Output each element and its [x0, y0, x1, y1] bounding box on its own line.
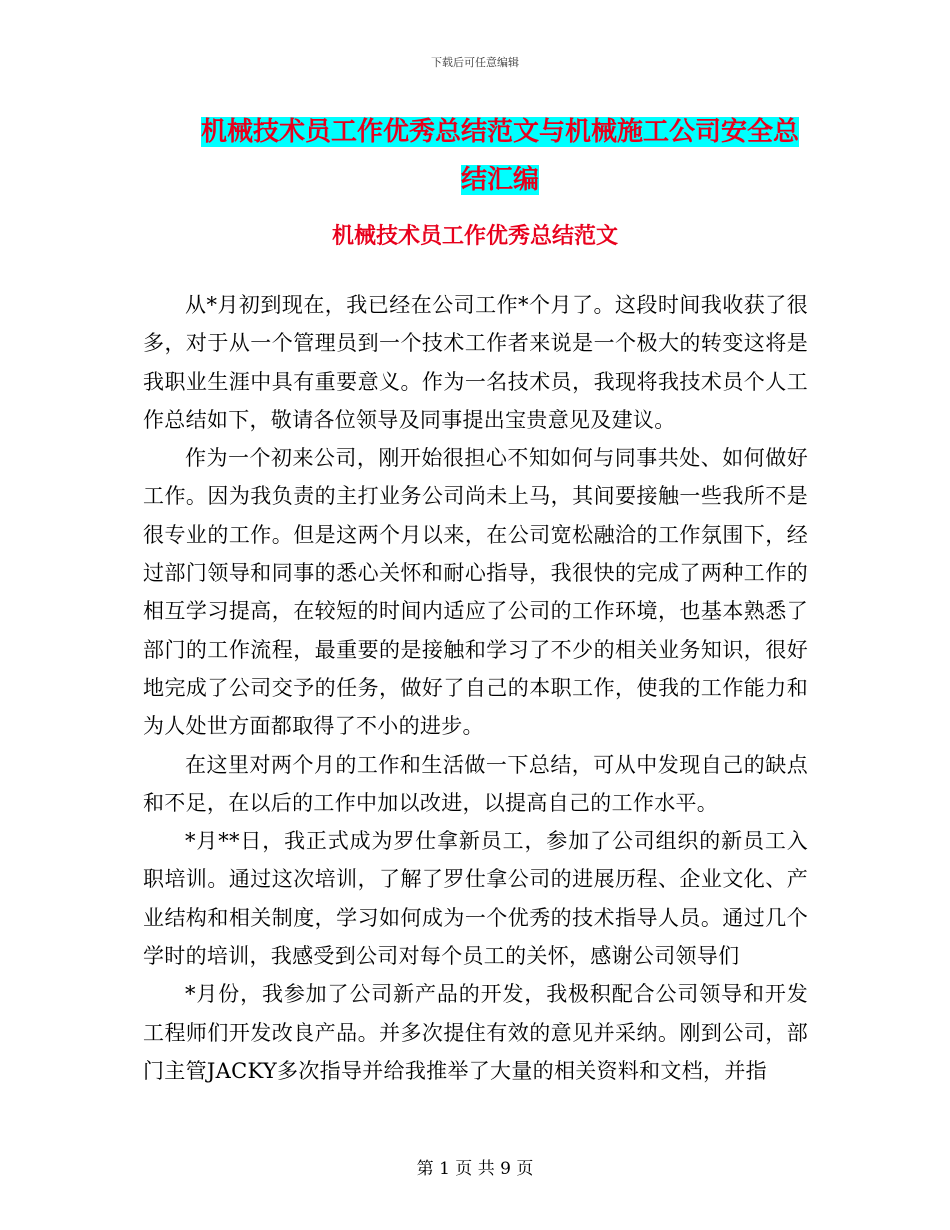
document-title: [190, 108, 810, 204]
page-header-note: 下载后可任意编辑: [431, 56, 519, 69]
section-title: 机械技术员工作优秀总结范文: [331, 224, 618, 249]
paragraph-1: 从*月初到现在，我已经在公司工作*个月了。这段时间我收获了很多，对于从一个管理员到一个技术工作者来说是一个极大的转变这将是我职业生涯中具有重要意义。作为一名技术员，我现将我技术员个人工作总结如下，敬请各位领导及同事提出宝贵意见及建议。: [143, 293, 808, 432]
paragraph-3: 在这里对两个月的工作和生活做一下总结，可从中发现自己的缺点和不足，在以后的工作中加以改进，以提高自己的工作水平。: [143, 752, 808, 815]
document-title-text: 机械技术员工作优秀总结范文与机械施工公司安全总结汇编: [200, 117, 799, 195]
document-body: [143, 286, 808, 1090]
paragraph-2: 作为一个初来公司，刚开始很担心不知如何与同事共处、如何做好工作。因为我负责的主打业务公司尚未上马，其间要接触一些我所不是很专业的工作。但是这两个月以来，在公司宽松融洽的工作氛围下，经过部门领导和同事的悉心关怀和耐心指导，我很快的完成了两种工作的相互学习提高，在较短的时间内适应了公司的工作环境，也基本熟悉了部门的工作流程，最重要的是接触和学习了不少的相关业务知识，很好地完成了公司交予的任务，做好了自己的本职工作，使我的工作能力和为人处世方面都取得了不小的进步。: [143, 446, 808, 739]
page-footer: 第 1 页 共 9 页: [416, 1159, 534, 1179]
paragraph-4: *月**日，我正式成为罗仕拿新员工，参加了公司组织的新员工入职培训。通过这次培训，了解了罗仕拿公司的进展历程、企业文化、产业结构和相关制度，学习如何成为一个优秀的技术指导人员。通过几个学时的培训，我感受到公司对每个员工的关怀，感谢公司领导们: [143, 829, 808, 969]
paragraph-5: *月份，我参加了公司新产品的开发，我极积配合公司领导和开发工程师们开发改良产品。并多次提住有效的意见并采纳。刚到公司，部门主管JACKY多次指导并给我推举了大量的相关资料和文档，并指: [143, 982, 808, 1083]
